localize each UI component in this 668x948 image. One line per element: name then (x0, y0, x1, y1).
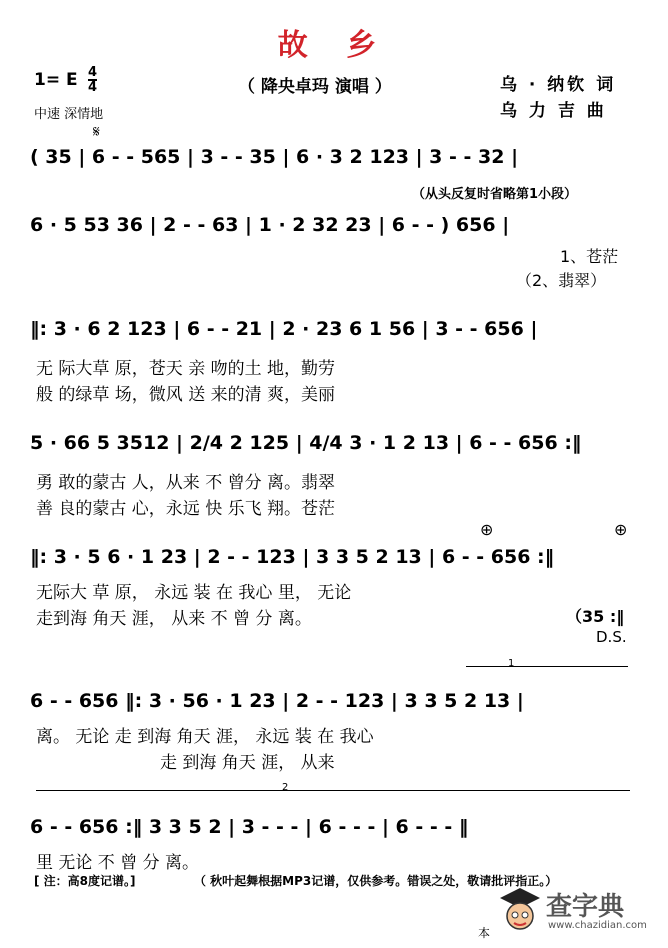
key-signature: 1= E (34, 70, 78, 90)
footer-note-left: [ 注：高8度记谱。] (34, 874, 136, 888)
score-row-2: 6 · 5 53 36 | 2 - - 63 | 1 · 2 32 23 | 6 - - ) 656 | (30, 214, 510, 236)
footer-note-right: （ 秋叶起舞根据MP3记谱，仅供参考。错误之处，敬请批评指正。） (194, 874, 558, 888)
page-mark: 本 (478, 926, 491, 940)
tempo-marking: 中速 深情地 (34, 107, 104, 122)
lyric-row-6b: 走 到海 角天 涯， 从来 (160, 753, 335, 773)
volta-1-label: 1 (508, 658, 515, 669)
lyric-row-5b: 走到海 角天 涯， 从来 不 曾 分 离。 (36, 609, 312, 629)
score-row-4: 5 · 66 5 3512 | 2/4 2 125 | 4/4 3 · 1 2 13 | 6 - - 656 :‖ (30, 432, 582, 454)
ds-mark: D.S. (596, 628, 627, 646)
score-row-3: ‖: 3 · 6 2 123 | 6 - - 21 | 2 · 23 6 1 56 | 3 - - 656 | (30, 318, 538, 340)
lyric-row-3b: 般 的绿草 场，微风 送 来的清 爽，美丽 (36, 385, 336, 405)
logo-url: www.chazidian.com (548, 920, 647, 931)
volta-2-line (36, 790, 630, 791)
time-signature: $\frac{4}{4}$ (88, 65, 98, 95)
lyric-row-4a: 勇 敢的蒙古 人，从来 不 曾分 离。翡翠 (36, 473, 336, 493)
score-row-7: 6 - - 656 :‖ 3 3 5 2 | 3 - - - | 6 - - - | 6 - - - ‖ (30, 816, 469, 838)
volta-1-line (466, 666, 628, 667)
volta-2-label: 2 (282, 782, 289, 793)
lyric-row-6a: 离。 无论 走 到海 角天 涯， 永远 装 在 我心 (36, 727, 374, 747)
singer-credit: （ 降央卓玛 演唱 ） (238, 77, 392, 97)
verse-1-mark: 1、苍茫 (560, 247, 619, 266)
lyric-row-3a: 无 际大草 原，苍天 亲 吻的土 地，勤劳 (36, 359, 336, 379)
lyric-row-5a: 无际大 草 原， 永远 装 在 我心 里， 无论 (36, 583, 352, 603)
song-title: 故 乡 (277, 28, 391, 63)
repeat-note: （从头反复时省略第1小段） (412, 187, 578, 202)
coda-icon-end: ⊕ (614, 520, 628, 539)
ds-notes: （35 :‖ (566, 607, 625, 626)
logo-text: 查字典 (546, 892, 625, 922)
coda-icon: ⊕ (480, 520, 494, 539)
lyricist-credit: 乌 · 纳钦 词 (500, 75, 617, 95)
score-row-5: ‖: 3 · 5 6 · 1 23 | 2 - - 123 | 3 3 5 2 13 | 6 - - 656 :‖ (30, 546, 555, 568)
mascot-icon (498, 886, 542, 936)
score-row-6: 6 - - 656 ‖: 3 · 56 · 1 23 | 2 - - 123 | 3 3 5 2 13 | (30, 690, 524, 712)
verse-2-mark: （2、翡翠） (516, 271, 607, 290)
composer-credit: 乌 力 吉 曲 (500, 101, 607, 121)
lyric-row-4b: 善 良的蒙古 心，永远 快 乐飞 翔。苍茫 (36, 499, 336, 519)
score-row-1: ( 35 | 6 - - 565 | 3 - - 35 | 6 · 3 2 123 | 3 - - 32 | (30, 146, 519, 168)
site-logo (498, 880, 658, 940)
lyric-row-7a: 里 无论 不 曾 分 离。 (36, 853, 200, 873)
segno-icon: 𝄋 (93, 122, 100, 141)
